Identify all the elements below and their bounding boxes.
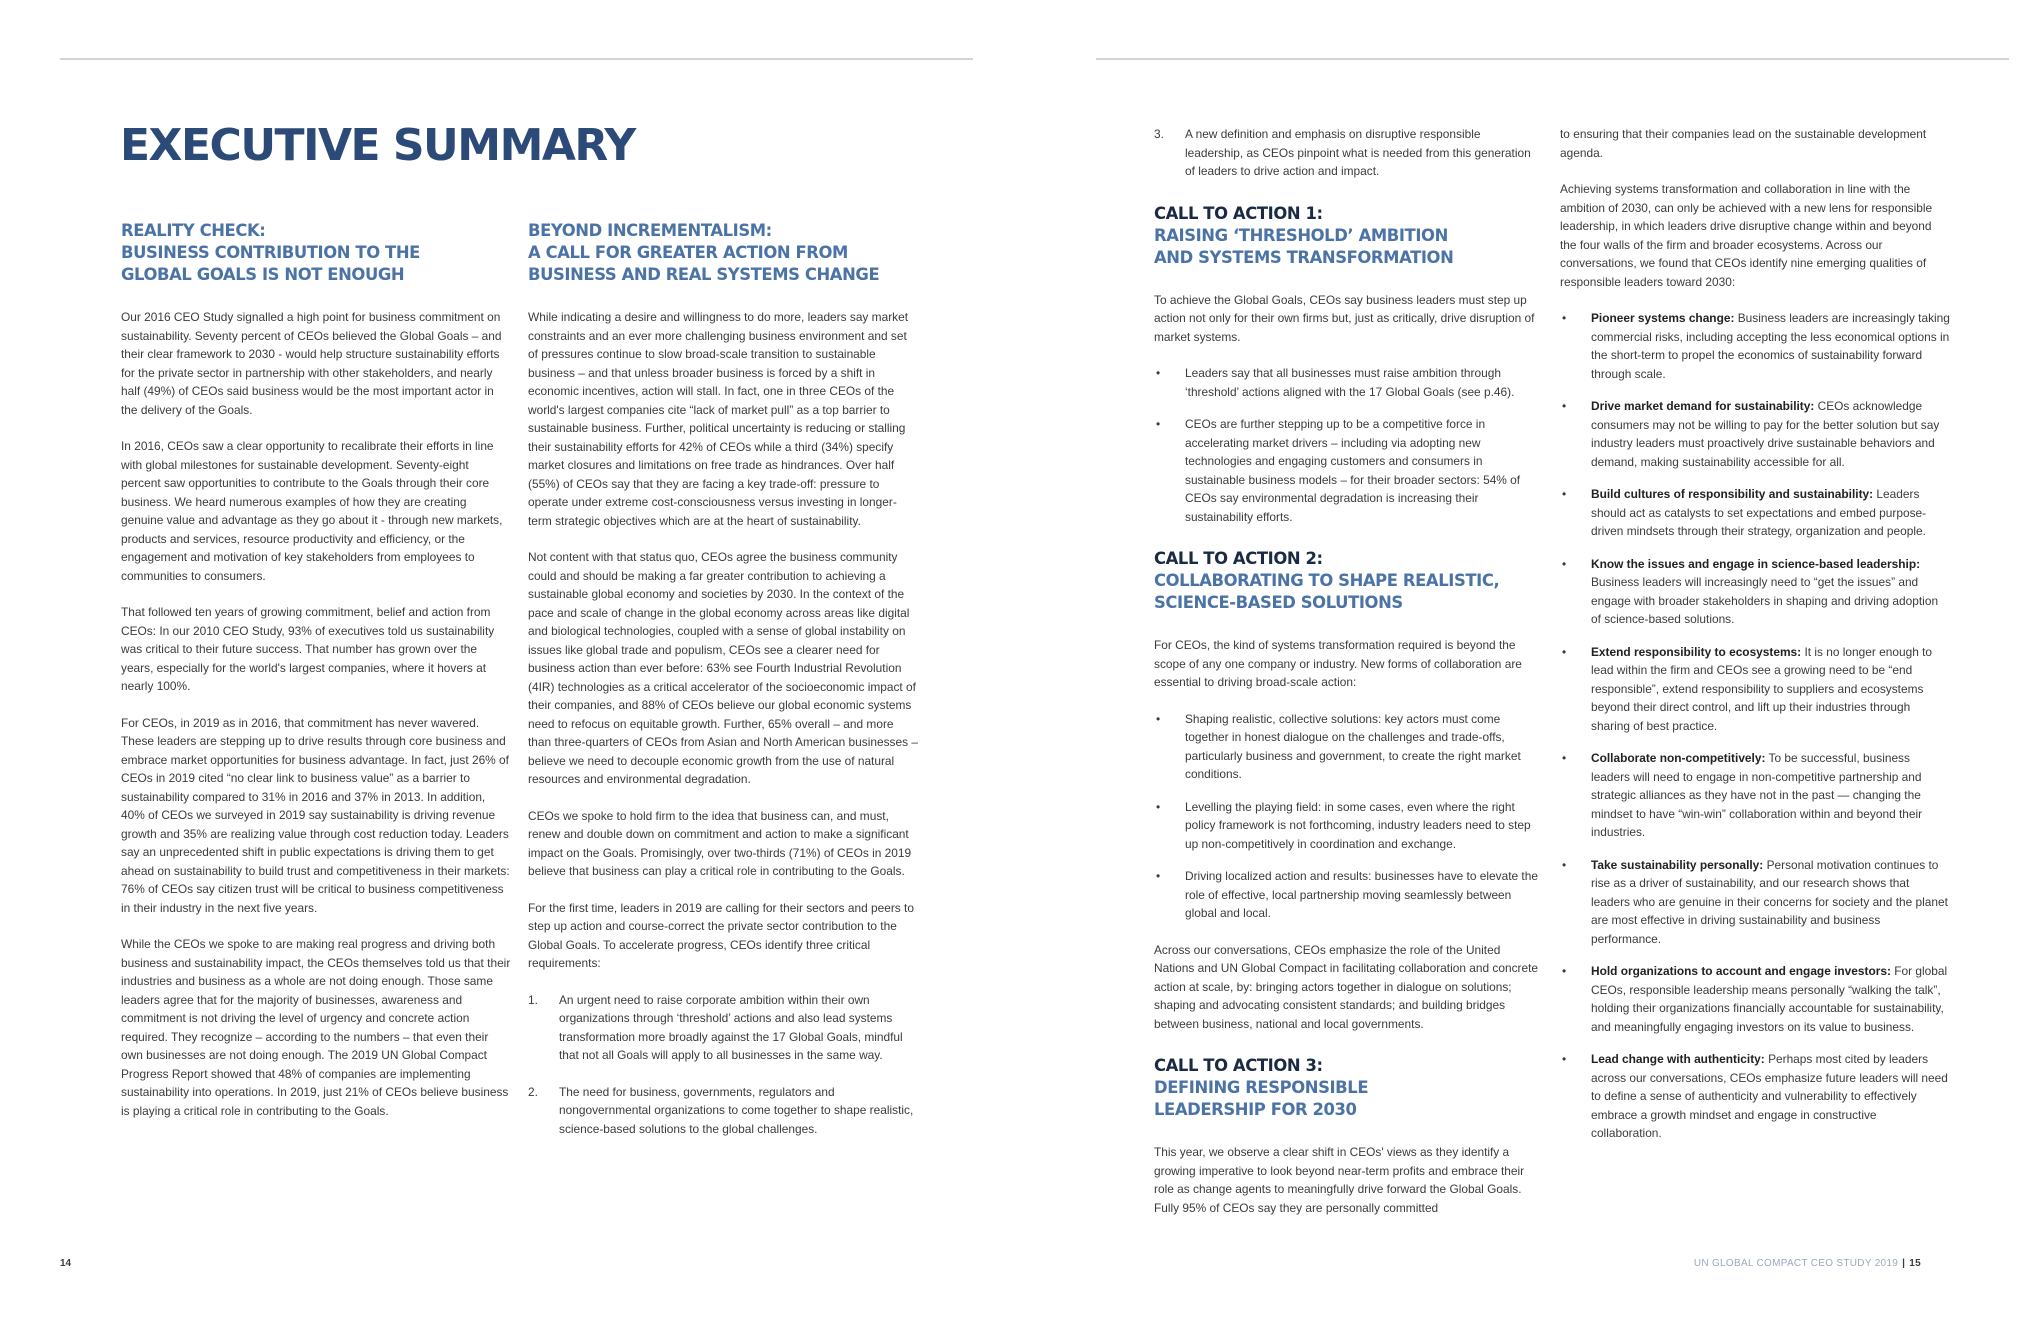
quality-item [1560, 1050, 1950, 1143]
quality-text: For global CEOs, responsible leadership means personally “walking the talk”, holding their organizations financially accountable for sustainability, and meaningfully engaging investors on its value to business. [1591, 964, 1948, 1034]
quality-item [1560, 643, 1950, 736]
bullet-item: • Leaders say that all businesses must raise ambition through ‘threshold’ actions aligned with the 17 Global Goals (see p.46). [1154, 364, 1539, 401]
quality-lead: Take sustainability personally: [1591, 857, 1764, 872]
quality-lead: Drive market demand for sustainability: [1591, 399, 1815, 413]
bullet-item: • Levelling the playing field: in some cases, even where the right policy framework is not forthcoming, industry leaders need to step up non-competitively in coordination and exchange. [1154, 798, 1539, 854]
quality-text: Business leaders are increasingly taking commercial risks, including accepting the less economical options in the short-term to propel the economics of sustainability forward through scale. [1591, 311, 1950, 381]
bullet-item: • Driving localized action and results: businesses have to elevate the role of effective, local partnership moving seamlessly between global and local. [1154, 867, 1539, 923]
heading-kicker: CALL TO ACTION 2: [1154, 549, 1323, 568]
quality-lead: Lead change with authenticity: [1591, 1052, 1765, 1066]
responsible-leader-qualities-list [1560, 309, 1950, 1143]
quality-lead: Build cultures of responsibility and sustainability: [1591, 487, 1874, 501]
right-page-top-rule [1096, 58, 2009, 60]
heading-line: BUSINESS AND REAL SYSTEMS CHANGE [528, 265, 880, 284]
cta1-bullet-list [1154, 364, 1539, 526]
heading-line: BUSINESS CONTRIBUTION TO THE [121, 243, 420, 262]
body-paragraph: For CEOs, in 2019 as in 2016, that commitment has never wavered. These leaders are stepping up to drive results through core business and embrace market opportunities for business advantage. In fact, just 26% of CEOs in 2019 cited “no clear link to business value” as a barrier to sustainability compared to 31% in 2016 and 37% in 2013. In addition, 40% of CEOs we surveyed in 2019 say sustainability is driving revenue growth and 35% are realizing value through cost reduction today. Leaders say an unprecedented shift in public expectations is driving them to get ahead on sustainability to build trust and competitiveness in their markets: 76% of CEOs say citizen trust will be critical to business competitiveness in their industry in the next five years. [121, 715, 510, 915]
heading-line: LEADERSHIP FOR 2030 [1154, 1100, 1357, 1119]
heading-line: SCIENCE-BASED SOLUTIONS [1154, 593, 1403, 612]
heading-line: RAISING ‘THRESHOLD’ AMBITION [1154, 225, 1448, 245]
body-paragraph: CEOs we spoke to hold firm to the idea that business can, and must, renew and double down on commitment and action to make a significant impact on the Goals. Promisingly, over two-thirds (71%) of CEOs in 2019 believe that business can play a critical role in contributing to the Goals. [528, 808, 912, 878]
list-number: 1. [528, 992, 538, 1007]
quality-text: Leaders should act as catalysts to set expectations and embed purpose-driven mindsets through their strategy, organization and people. [1591, 487, 1927, 538]
quality-item [1560, 856, 1950, 949]
quality-item [1560, 309, 1950, 383]
heading-line: COLLABORATING TO SHAPE REALISTIC, [1154, 571, 1500, 590]
left-column-2 [528, 220, 918, 1138]
beyond-incrementalism-heading [528, 220, 918, 286]
heading-line: A CALL FOR GREATER ACTION FROM [528, 243, 848, 262]
bullet-item: • Shaping realistic, collective solutions: key actors must come together in honest dialogue on the challenges and trade-offs, particularly business and government, to create the right market conditions. [1154, 710, 1539, 784]
quality-lead: Know the issues and engage in science-based leadership: [1591, 556, 1921, 571]
left-page-top-rule [60, 58, 973, 60]
list-item [1154, 125, 1539, 181]
body-paragraph: For CEOs, the kind of systems transformation required is beyond the scope of any one company or industry. New forms of collaboration are essential to driving broad-scale action: [1154, 638, 1522, 689]
call-to-action-3-heading [1154, 1055, 1539, 1121]
list-item [528, 991, 918, 1065]
body-paragraph: While the CEOs we spoke to are making real progress and driving both business and sustainability impact, the CEOs themselves told us that their industries and business as a whole are not doing enough. Those same leaders agree that for the majority of businesses, awareness and commitment is not driving the level of urgency and concrete action required. They recognize – according to the numbers – that even their own businesses are not doing enough. The 2019 UN Global Compact Progress Report showed that 48% of companies are implementing sustainability into operations. In 2019, just 21% of CEOs believe business is playing a critical role in contributing to the Goals. [121, 937, 511, 1118]
quality-text: CEOs acknowledge consumers may not be willing to pay for the better solution but say industry leaders must proactively drive sustainable behaviors and demand, making sustainability accessible for all. [1591, 399, 1940, 469]
quality-text: Business leaders will increasingly need to “get the issues” and engage with broader stakeholders in shaping and driving adoption of science-based solutions. [1591, 575, 1939, 626]
list-text: An urgent need to raise corporate ambition within their own organizations through ‘threshold’ actions and also lead systems transformation more broadly against the 17 Global Goals, mindful that not all Goals will apply to all businesses in the same way. [559, 992, 903, 1062]
heading-line: GLOBAL GOALS IS NOT ENOUGH [121, 265, 405, 284]
footer-separator: | [1902, 1258, 1906, 1269]
critical-requirements-list-continued [1154, 125, 1539, 181]
call-to-action-1-heading [1154, 203, 1539, 269]
list-item [528, 1083, 918, 1139]
body-paragraph: Across our conversations, CEOs emphasize the role of the United Nations and UN Global Compact in facilitating collaboration and concrete action at scale, by: bringing actors together in dialogue on solutions; shaping and advocating consistent standards; and building bridges between business, national and local governments. [1154, 942, 1539, 1031]
quality-lead: Hold organizations to account and engage investors: [1591, 964, 1891, 978]
list-text: The need for business, governments, regulators and nongovernmental organizations to come together to shape realistic, science-based solutions to the global challenges. [559, 1084, 914, 1136]
body-paragraph: To achieve the Global Goals, CEOs say business leaders must step up action not only for their own firms but, just as critically, drive disruption of market systems. [1154, 292, 1535, 344]
reality-check-heading [121, 220, 511, 286]
heading-kicker: CALL TO ACTION 3: [1154, 1056, 1323, 1075]
right-page-footer [1694, 1258, 1921, 1269]
bullet-item: • CEOs are further stepping up to be a competitive force in accelerating market drivers – including via adopting new technologies and engaging customers and consumers in sustainable business models – for their broader sectors: 54% of CEOs say environmental degradation is increasing their sustainability efforts. [1154, 415, 1539, 526]
quality-text: Perhaps most cited by leaders across our conversations, CEOs emphasize future leaders will need to define a sense of authenticity and vulnerability to effectively embrace a growth mindset and engage in constructive collaboration. [1591, 1052, 1948, 1140]
right-page-number: 15 [1909, 1258, 1921, 1269]
heading-kicker: BEYOND INCREMENTALISM: [528, 221, 772, 240]
right-column-1 [1154, 125, 1539, 1217]
heading-line: AND SYSTEMS TRANSFORMATION [1154, 247, 1454, 267]
footer-document-title: UN GLOBAL COMPACT CEO STUDY 2019 [1693, 1258, 1899, 1269]
left-column-1 [121, 220, 511, 1120]
heading-kicker: CALL TO ACTION 1: [1154, 203, 1323, 223]
heading-kicker: REALITY CHECK: [121, 221, 266, 240]
body-paragraph: Achieving systems transformation and collaboration in line with the ambition of 2030, can only be achieved with a new lens for responsible leadership, in which leaders drive disruptive change within and beyond the four walls of the firm and broader ecosystems. Across our conversations, we found that CEOs identify nine emerging qualities of responsible leaders toward 2030: [1560, 182, 1933, 289]
quality-text: Personal motivation continues to rise as a driver of sustainability, and our research shows that leaders who are genuine in their concerns for society and the planet are most effective in driving sustainability and business performance. [1591, 857, 1948, 946]
body-paragraph: That followed ten years of growing commitment, belief and action from CEOs: In our 2010 CEO Study, 93% of executives told us sustainability was critical to their future success. That number has grown over the years, especially for the world's largest companies, where it hovers at nearly 100%. [121, 605, 495, 693]
body-paragraph: Not content with that status quo, CEOs agree the business community could and should be making a far greater contribution to achieving a sustainable global economy and societies by 2030. In the context of the pace and scale of change in the global economy across areas like digital and biological technologies, coupled with a sense of global instability on issues like global trade and populism, CEOs see a clearer need for business action than ever before: 63% see Fourth Industrial Revolution (4IR) technologies as a critical accelerator of the socioeconomic impact of their companies, and 88% of CEOs believe our global economic systems need to refocus on equitable growth. Further, 65% overall – and more than three-quarters of CEOs from Asian and North American businesses – believe we need to decouple economic growth from the use of natural resources and environmental degradation. [528, 550, 918, 786]
quality-item [1560, 485, 1950, 541]
body-paragraph: This year, we observe a clear shift in CEOs' views as they identify a growing imperative to look beyond near-term profits and embrace their role as change agents to meaningfully drive forward the Global Goals. Fully 95% of CEOs say they are personally committed [1154, 1145, 1525, 1215]
list-number: 3. [1154, 127, 1164, 141]
quality-lead: Collaborate non-competitively: [1591, 751, 1766, 765]
quality-item [1560, 749, 1950, 842]
page-title: EXECUTIVE SUMMARY [120, 120, 635, 171]
quality-item [1560, 962, 1950, 1036]
call-to-action-2-heading [1154, 548, 1539, 614]
right-column-2 [1560, 125, 1950, 1143]
list-number: 2. [528, 1084, 538, 1099]
body-paragraph: For the first time, leaders in 2019 are calling for their sectors and peers to step up action and course-correct the private sector contribution to the Global Goals. To accelerate progress, CEOs identify three critical requirements: [528, 900, 914, 970]
list-text: A new definition and emphasis on disruptive responsible leadership, as CEOs pinpoint what is needed from this generation of leaders to drive action and impact. [1185, 127, 1531, 178]
body-paragraph: In 2016, CEOs saw a clear opportunity to recalibrate their efforts in line with global milestones for sustainable development. Seventy-eight percent saw opportunities to contribute to the Goals through their core business. We heard numerous examples of how they are creating genuine value and advantage as they go about it - through new markets, products and services, resource productivity and efficiency, or the engagement and motivation of key stakeholders from employees to communities to consumers. [121, 439, 503, 583]
body-paragraph: to ensuring that their companies lead on the sustainable development agenda. [1560, 127, 1927, 160]
heading-line: DEFINING RESPONSIBLE [1154, 1078, 1369, 1097]
body-paragraph: While indicating a desire and willingness to do more, leaders say market constraints and an ever more challenging business environment and set of pressures continue to slow broad-scale transition to sustainable business – and that unless broader business is forced by a shift in economic incentives, action will stall. In fact, one in three CEOs of the world's largest companies cite “lack of market pull” as a top barrier to sustainable business. Further, political uncertainty is reducing or stalling their sustainability efforts for 42% of CEOs while a third (34%) specify market closures and limitations on free trade as hindrances. Over half (55%) of CEOs say that they are facing a key trade-off: pressure to operate under extreme cost-consciousness versus investing in longer-term strategic objectives which are at the heart of sustainability. [528, 310, 909, 528]
body-paragraph: Our 2016 CEO Study signalled a high point for business commitment on sustainability. Seventy percent of CEOs believed the Global Goals – and their clear framework to 2030 - would help structure sustainability efforts for the private sector in partnership with other stakeholders, and nearly half (49%) of CEOs said business would be the most important actor in the delivery of the Goals. [121, 310, 502, 417]
quality-item [1560, 397, 1950, 471]
quality-lead: Pioneer systems change: [1591, 311, 1735, 325]
left-page-number: 14 [60, 1258, 72, 1269]
quality-item [1560, 555, 1950, 629]
cta2-bullet-list [1154, 710, 1539, 923]
critical-requirements-list [528, 991, 918, 1139]
quality-text: To be successful, business leaders will need to engage in non-competitive partnership and strategic alliances as they have not in the past — changing the mindset to have “win-win” collaboration within and beyond their industries. [1591, 751, 1923, 839]
quality-lead: Extend responsibility to ecosystems: [1591, 644, 1802, 659]
quality-text: It is no longer enough to lead within the firm and CEOs see a growing need to be “end responsible”, extend responsibility to suppliers and ecosystems beyond their direct control, and lift up their industries through sharing of best practice. [1591, 644, 1933, 733]
